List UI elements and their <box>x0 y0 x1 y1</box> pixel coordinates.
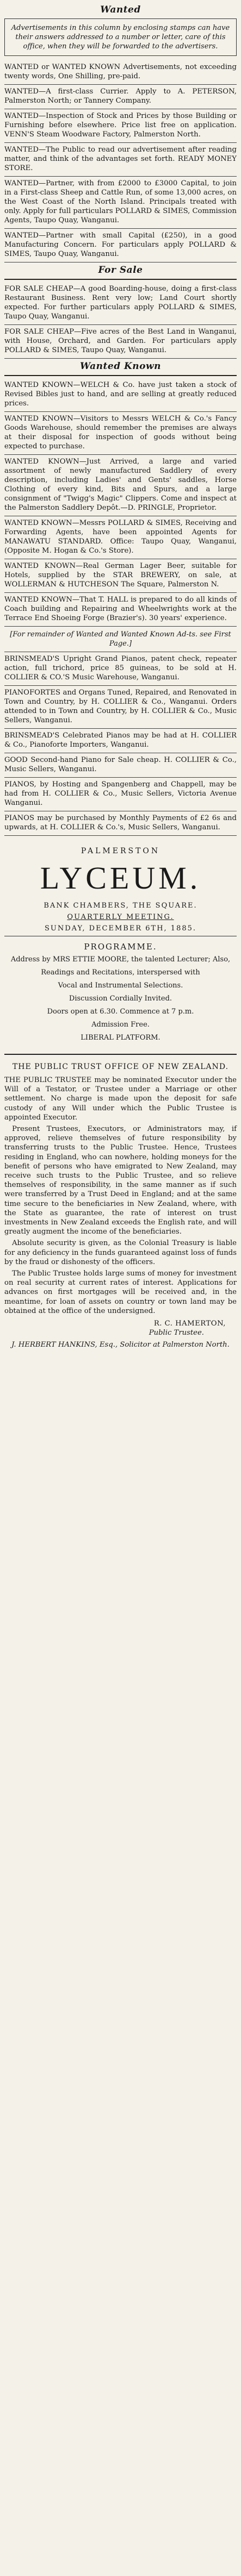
piano-ad: BRINSMEAD'S Upright Grand Pianos, patent check, repeater action, full trichord, price 85 guineas, to be sold at H. COLLIER & CO.'S Music Warehouse, Wanganui. <box>4 652 237 686</box>
wanted-ad: WANTED—Partner, with from £2000 to £3000 Capital, to join in a First-class Sheep and Cattle Run, of some 13,000 acres, on the West Coast of the North Island. Principals treated with only. Apply for full particulars POLLARD & SIMES, Commission Agents, Taupo Quay, Wanganui. <box>4 177 237 229</box>
lyceum-platform: LIBERAL PLATFORM. <box>81 1034 160 1042</box>
wantedknown-ad: WANTED KNOWN—Just Arrived, a large and varied assortment of newly manufactured Saddlery of every description, including Ladies' and Gents' saddles, Horse Clothing of every kind, Bits and Spurs, and a large consignment of "Twigg's Magic" Clippers. Come and inspect at the Palmerston Saddlery Depôt.—D. PRINGLE, Proprietor. <box>4 455 237 516</box>
trustee-paragraph: THE PUBLIC TRUSTEE may be nominated Executor under the Will of a Testator, or Trustee under a Marriage or other settlement. No charge is made upon the deposit for safe custody of any Will under which the Public Trustee is appointed Executor. <box>4 1076 237 1122</box>
wantedknown-ad: WANTED KNOWN—Real German Lager Beer, suitable for Hotels, supplied by the STAR BREWERY, on sale, at WOLLERMAN & HUTCHESON The Square, Palmerston N. <box>4 559 237 593</box>
remainder-note: [For remainder of Wanted and Wanted Known Ad-ts. see First Page.] <box>4 627 237 652</box>
lyceum-title: LYCEUM. <box>40 860 201 896</box>
forsale-heading: For Sale <box>98 265 143 276</box>
divider <box>4 1054 237 1055</box>
wantedknown-ad: WANTED KNOWN—Messrs POLLARD & SIMES, Receiving and Forwarding Agents, have been appointed Agents for MANAWATU STANDARD. Office: Taupo Quay, Wanganui, (Opposite M. Hogan & Co.'s Store). <box>4 516 237 559</box>
signature-name: R. C. HAMERTON, <box>153 1320 226 1328</box>
lyceum-address: Address by MRS ETTIE MOORE, the talented Lecturer; Also, <box>10 955 231 964</box>
piano-ad: PIANOS may be purchased by Monthly Payments of £2 6s and upwards, at H. COLLIER & Co.'s, Music Sellers, Wanganui. <box>4 811 237 836</box>
lyceum-date: SUNDAY, DECEMBER 6TH, 1885. <box>44 924 197 933</box>
divider <box>4 279 237 280</box>
forsale-ad: FOR SALE CHEAP—A good Boarding-house, doing a first-class Restaurant Business. Rent very low; Land Court shortly expected. For further particulars apply POLLARD & SIMES, Taupo Quay, Wanganui. <box>4 282 237 325</box>
forsale-ads <box>4 282 237 359</box>
lyceum-programme: PROGRAMME. <box>84 942 157 952</box>
lyceum-doors: Doors open at 6.30. Commence at 7 p.m. <box>47 1008 194 1016</box>
lyceum-meeting: QUARTERLY MEETING. <box>67 913 174 921</box>
wanted-ads <box>4 60 237 262</box>
piano-ad: PIANOS, by Hosting and Spangenberg and Chappell, may be had from H. COLLIER & Co., Music Sellers, Victoria Avenue Wanganui. <box>4 778 237 811</box>
trustee-paragraph: Absolute security is given, as the Colonial Treasury is liable for any deficiency in the funds guaranteed against loss of funds by the fraud or dishonesty of the officers. <box>4 1239 237 1266</box>
trustee-heading: THE PUBLIC TRUST OFFICE OF NEW ZEALAND. <box>12 1062 229 1071</box>
wanted-ad: WANTED—Partner with small Capital (£250), in a good Manufacturing Concern. For particulars apply POLLARD & SIMES, Taupo Quay, Wanganui. <box>4 229 237 262</box>
wantedknown-ad: WANTED KNOWN—That T. HALL is prepared to do all kinds of Coach building and Repairing and Wheelwrights work at the Terrace End Shoeing Forge (Brazier's). 30 years' experience. <box>4 593 237 627</box>
trustee-paragraph: Present Trustees, Executors, or Administrators may, if approved, relieve themselves of future responsibility by transferring trusts to the Public Trustee. Hence, Trustees residing in England, who can nowhere, holding moneys for the benefit of persons who have emigrated to New Zealand, may receive such trusts to the Public Trustee, and so relieve themselves of responsibility, in the same manner as if such were transferred by a Trust Deed in England; and at the same time secure to the beneficiaries in New Zealand, where, with the State as guarantee, the rate of interest on trust investments in New Zealand exceeds the English rate, and will greatly augment the income of the beneficiaries. <box>4 1125 237 1236</box>
wanted-heading: Wanted <box>100 4 141 15</box>
lyceum-place: PALMERSTON <box>81 847 160 855</box>
signature-role: Public Trustee. <box>149 1329 204 1337</box>
lyceum-venue: BANK CHAMBERS, THE SQUARE. <box>44 902 197 910</box>
wanted-ad: WANTED—A first-class Currier. Apply to A. PETERSON, Palmerston North; or Tannery Company. <box>4 85 237 109</box>
lyceum-music: Vocal and Instrumental Selections. <box>58 981 183 990</box>
divider <box>4 375 237 376</box>
piano-ad: GOOD Second-hand Piano for Sale cheap. H. COLLIER & Co., Music Sellers, Wanganui. <box>4 753 237 778</box>
lyceum-notice <box>4 836 237 1052</box>
wantedknown-ad: WANTED KNOWN—Visitors to Messrs WELCH & Co.'s Fancy Goods Warehouse, should remember the premises are always at their disposal for inspection of goods without being expected to purchase. <box>4 412 237 455</box>
piano-ad: BRINSMEAD'S Celebrated Pianos may be had at H. COLLIER & Co., Pianoforte Importers, Wanganui. <box>4 729 237 753</box>
wanted-ad: WANTED—Inspection of Stock and Prices by those Building or Furnishing before elsewhere. Price list free on application. VENN'S Steam Woodware Factory, Palmerston North. <box>4 109 237 143</box>
wantedknown-ad: WANTED KNOWN—WELCH & Co. have just taken a stock of Revised Bibles just to hand, and are selling at greatly reduced prices. <box>4 378 237 412</box>
trustee-body <box>4 1076 237 1316</box>
trustee-signature <box>4 1319 226 1337</box>
lyceum-admission: Admission Free. <box>91 1021 150 1029</box>
lyceum-readings: Readings and Recitations, interspersed with <box>41 968 200 977</box>
lyceum-discussion: Discussion Cordially Invited. <box>69 995 172 1003</box>
forsale-ad: FOR SALE CHEAP—Five acres of the Best Land in Wanganui, with House, Orchard, and Garden. For particulars apply POLLARD & SIMES, Taupo Quay, Wanganui. <box>4 325 237 359</box>
wanted-notice: Advertisements in this column by enclosing stamps can have their answers addressed to a number or letter, care of this office, when they will be forwarded to the advertisers. <box>4 18 237 56</box>
wanted-ad: WANTED—The Public to read our advertisement after reading matter, and think of the advantages set forth. READY MONEY STORE. <box>4 143 237 177</box>
piano-ad: PIANOFORTES and Organs Tuned, Repaired, and Renovated in Town and Country, by H. COLLIER & Co., Wanganui. Orders attended to in Town and Country, by H. COLLIER & Co., Music Sellers, Wanganui. <box>4 686 237 729</box>
piano-ads <box>4 652 237 836</box>
wanted-ad: WANTED or WANTED KNOWN Advertisements, not exceeding twenty words, One Shilling, pre-paid. <box>4 60 237 85</box>
wantedknown-ads <box>4 378 237 627</box>
solicitor-line: J. HERBERT HANKINS, Esq., Solicitor at Palmerston North. <box>11 1341 230 1349</box>
wantedknown-heading: Wanted Known <box>80 361 161 372</box>
trustee-notice <box>4 1061 237 1349</box>
trustee-paragraph: The Public Trustee holds large sums of money for investment on real security at current rates of interest. Applications for advances on first mortgages will be received and, in the meantime, for loan of assets on country or town land may be obtained at the office of the undersigned. <box>4 1270 237 1315</box>
